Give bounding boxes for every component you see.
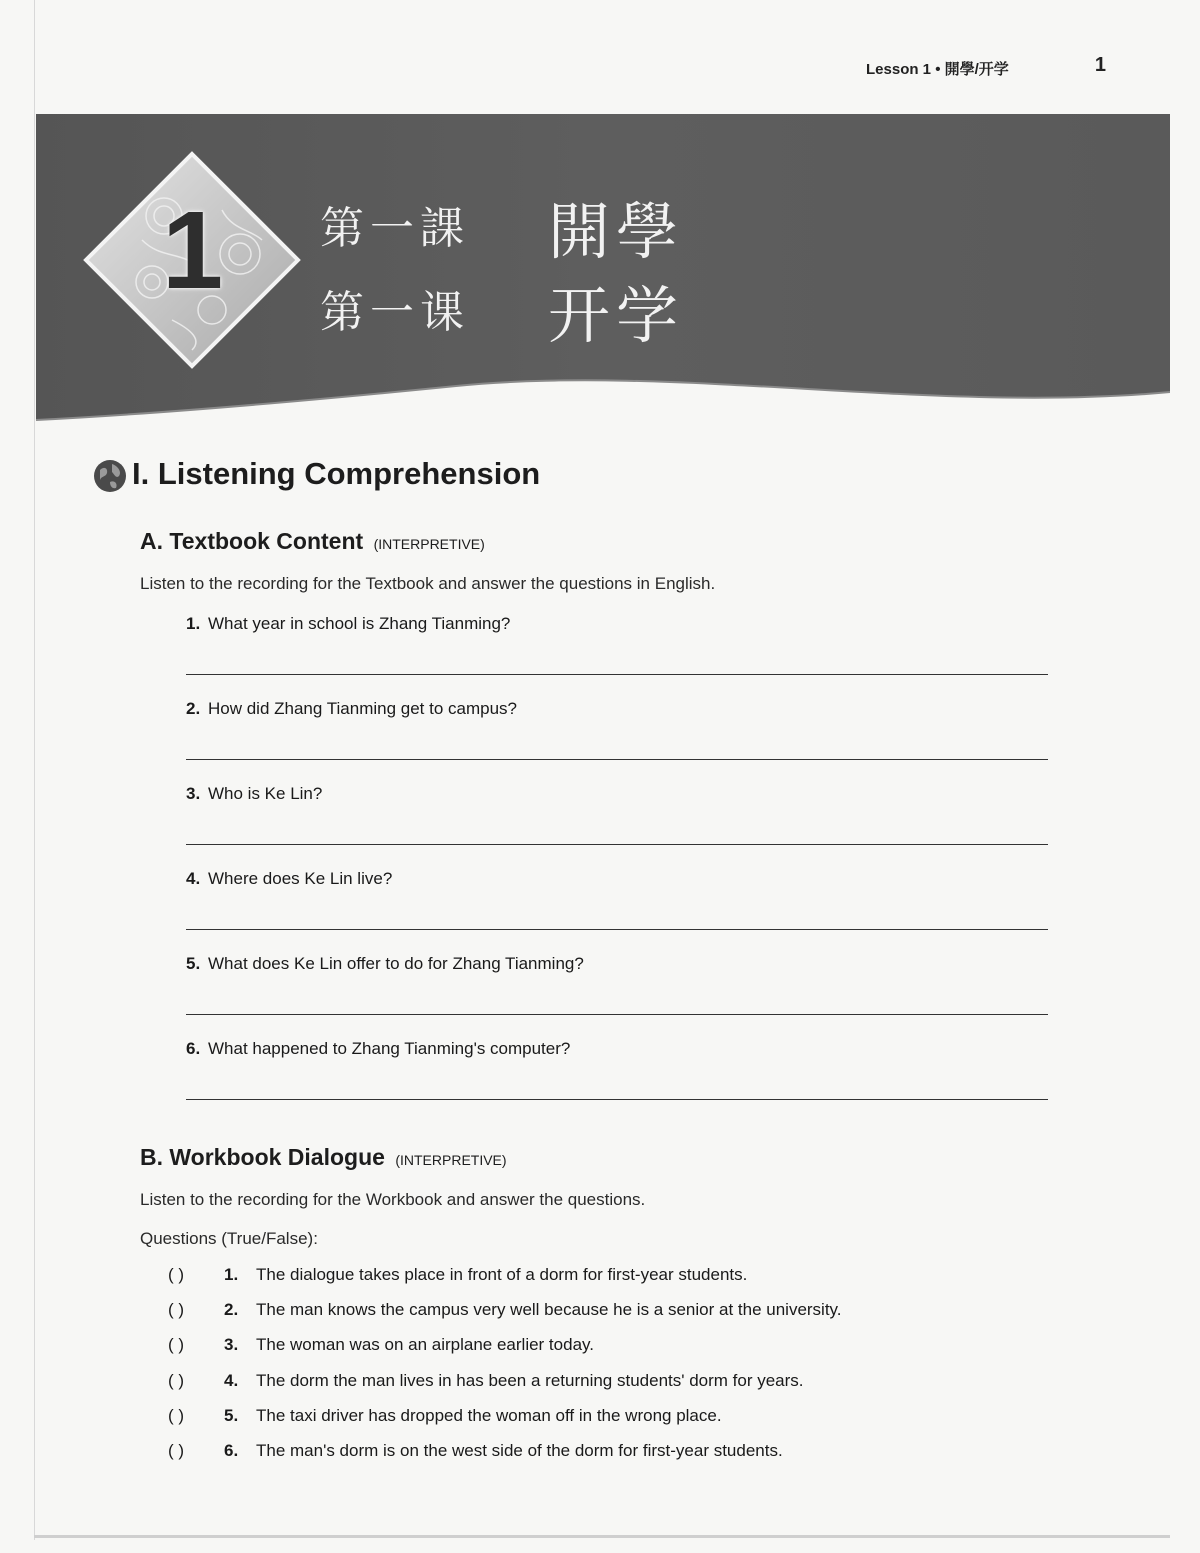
true-false-item: [168, 1300, 1028, 1326]
open-question: [186, 869, 1048, 949]
question-number: 4.: [186, 869, 201, 888]
question-number: 5.: [186, 954, 201, 973]
item-number: 4.: [224, 1371, 239, 1390]
open-question: [186, 699, 1048, 779]
question-text: Where does Ke Lin live?: [208, 869, 393, 888]
open-question: [186, 954, 1048, 1034]
item-text: The man knows the campus very well because he is a senior at the university.: [256, 1300, 842, 1319]
true-false-item: [168, 1371, 1028, 1397]
lesson-title-simplified: 开学: [548, 279, 685, 352]
running-head: [860, 54, 1110, 80]
item-number: 1.: [224, 1265, 239, 1284]
answer-blank[interactable]: ( ): [168, 1371, 185, 1390]
part-b-instruction: Listen to the recording for the Workbook and answer the questions.: [140, 1190, 646, 1209]
lesson-label-traditional: 第一課: [320, 203, 470, 254]
true-false-item: [168, 1265, 1028, 1291]
question-text: Who is Ke Lin?: [208, 784, 323, 803]
question-text: How did Zhang Tianming get to campus?: [208, 699, 518, 718]
question-text: What does Ke Lin offer to do for Zhang Tianming?: [208, 954, 584, 973]
part-a-instruction: Listen to the recording for the Textbook and answer the questions in English.: [140, 574, 716, 593]
open-question: [186, 1039, 1048, 1119]
question-text: What happened to Zhang Tianming's computer?: [208, 1039, 571, 1058]
item-number: 6.: [224, 1441, 239, 1460]
answer-line[interactable]: [186, 929, 1048, 930]
part-b-heading: [140, 1144, 507, 1171]
lesson-label-simplified: 第一课: [320, 287, 470, 338]
true-false-item: [168, 1406, 1028, 1432]
answer-blank[interactable]: ( ): [168, 1335, 185, 1354]
true-false-item: [168, 1335, 1028, 1361]
part-a-title: A. Textbook Content: [140, 528, 364, 554]
part-a-heading: [140, 528, 485, 555]
answer-blank[interactable]: ( ): [168, 1406, 185, 1425]
answer-line[interactable]: [186, 1099, 1048, 1100]
answer-blank[interactable]: ( ): [168, 1441, 185, 1460]
item-number: 3.: [224, 1335, 239, 1354]
open-question: [186, 614, 1048, 694]
answer-line[interactable]: [186, 759, 1048, 760]
item-text: The dorm the man lives in has been a returning students' dorm for years.: [256, 1371, 804, 1390]
answer-blank[interactable]: ( ): [168, 1300, 185, 1319]
answer-blank[interactable]: ( ): [168, 1265, 185, 1284]
question-number: 3.: [186, 784, 201, 803]
globe-icon: [92, 458, 128, 494]
page-edge-bottom: [34, 1535, 1170, 1538]
lesson-number: 1: [162, 189, 224, 312]
item-number: 2.: [224, 1300, 239, 1319]
part-b-title: B. Workbook Dialogue: [140, 1144, 385, 1170]
item-text: The man's dorm is on the west side of the dorm for first-year students.: [256, 1441, 783, 1460]
question-text: What year in school is Zhang Tianming?: [208, 614, 511, 633]
page-edge: [34, 0, 35, 1540]
part-a-mode: (INTERPRETIVE): [373, 536, 485, 552]
question-number: 2.: [186, 699, 201, 718]
section-title: I. Listening Comprehension: [132, 456, 541, 491]
question-number: 6.: [186, 1039, 201, 1058]
answer-line[interactable]: [186, 674, 1048, 675]
item-number: 5.: [224, 1406, 239, 1425]
true-false-item: [168, 1441, 1028, 1467]
item-text: The dialogue takes place in front of a dorm for first-year students.: [256, 1265, 748, 1284]
questions-label: Questions (True/False):: [140, 1229, 318, 1248]
answer-line[interactable]: [186, 844, 1048, 845]
item-text: The taxi driver has dropped the woman off in the wrong place.: [256, 1406, 722, 1425]
part-b-mode: (INTERPRETIVE): [395, 1152, 507, 1168]
lesson-title-traditional: 開學: [548, 195, 685, 268]
question-number: 1.: [186, 614, 201, 633]
item-text: The woman was on an airplane earlier today.: [256, 1335, 594, 1354]
page-number: 1: [1094, 54, 1106, 76]
open-question: [186, 784, 1048, 864]
answer-line[interactable]: [186, 1014, 1048, 1015]
running-head-title: Lesson 1 • 開學/开学: [866, 61, 1009, 78]
